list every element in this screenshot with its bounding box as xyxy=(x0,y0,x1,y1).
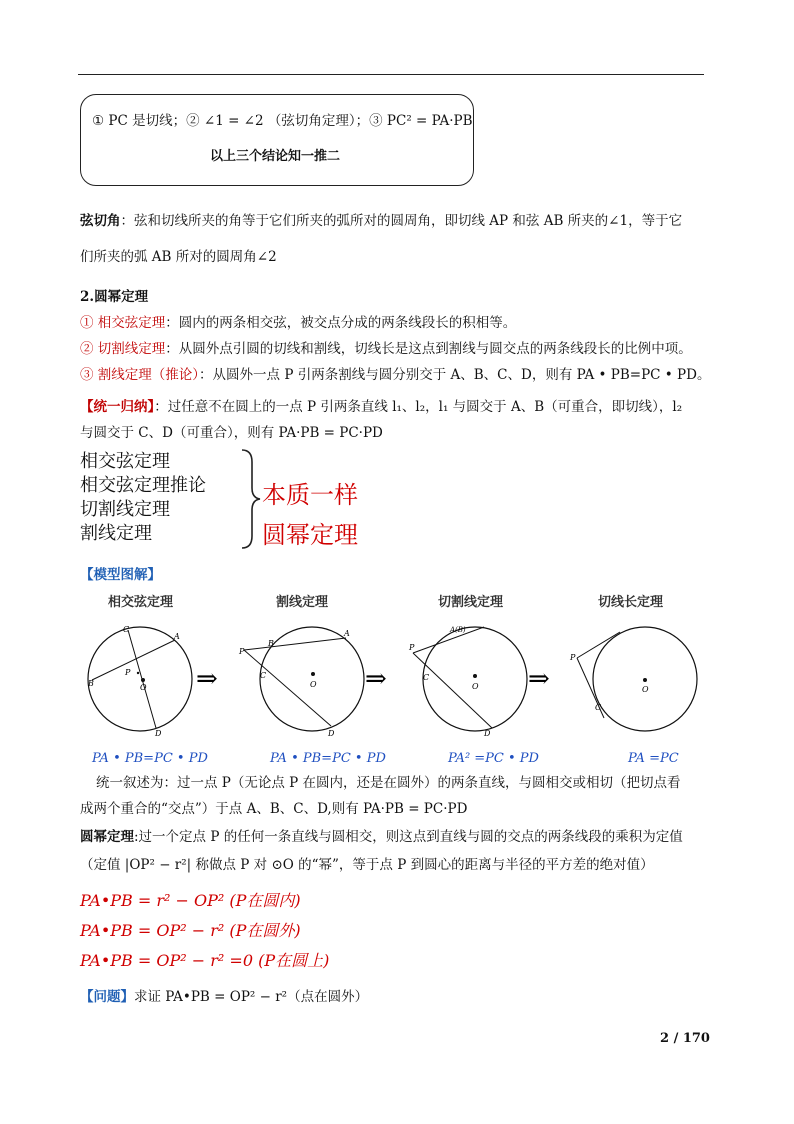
d2-label-a: A xyxy=(344,629,350,638)
box-line-1: ① PC 是切线；② ∠1 = ∠2 （弦切角定理）；③ PC² = PA·PB xyxy=(92,113,473,129)
chord-tangent-para-1 xyxy=(80,212,682,230)
unified-line-2: 成两个重合的“交点”）于点 A、B、C、D,则有 PA·PB = PC·PD xyxy=(80,801,468,817)
diagram-secants xyxy=(238,627,364,738)
arrow-3: ⇒ xyxy=(528,664,550,694)
d2-label-d: D xyxy=(328,729,335,738)
formula-1: PA•PB = r² − OP² (P在圆内) xyxy=(80,891,301,910)
item-1-text: ：圆内的两条相交弦，被交点分成的两条线段长的积相等。 xyxy=(165,315,517,331)
d3-label-c: C xyxy=(423,673,430,682)
chord-tangent-label: 弦切角 xyxy=(80,213,121,229)
item-3-label: ③ 割线定理（推论） xyxy=(80,367,200,383)
item-2 xyxy=(80,340,692,358)
diagram-tangent-length xyxy=(569,627,697,731)
item-1 xyxy=(80,314,516,332)
diagram-title-4: 切线长定理 xyxy=(598,595,664,610)
d1-label-a: A xyxy=(174,632,180,641)
d2-label-c: C xyxy=(260,671,267,680)
power-theorem-para-2: （定值 |OP² − r²| 称做点 P 对 ⊙O 的“幂”，等于点 P 到圆心的距离与半径的平方差的绝对值） xyxy=(80,857,654,873)
brace-right-1: 本质一样 xyxy=(262,481,358,509)
arrow-1: ⇒ xyxy=(196,664,218,694)
chord-tangent-text-1: ：弦和切线所夹的角等于它们所夹的弧所对的圆周角，即切线 AP 和弦 AB 所夹的∠1，等于它 xyxy=(120,213,683,229)
caption-1: PA • PB=PC • PD xyxy=(92,751,208,766)
arrow-2: ⇒ xyxy=(365,664,387,694)
item-3 xyxy=(80,366,710,384)
d2-label-p: P xyxy=(239,647,245,656)
d1-label-c: C xyxy=(123,625,130,634)
diagram-title-3: 切割线定理 xyxy=(438,595,504,610)
conclusion-box xyxy=(80,94,474,186)
d3-label-o: O xyxy=(472,682,479,691)
unified-line-1: 统一叙述为：过一点 P（无论点 P 在圆内，还是在圆外）的两条直线，与圆相交或相切（把切点看 xyxy=(96,775,681,791)
item-2-label: ② 切割线定理 xyxy=(80,341,166,357)
d4-label-c: C xyxy=(595,703,602,712)
d2-label-o: O xyxy=(310,680,317,689)
d1-label-d: D xyxy=(155,729,162,738)
d3-label-p: P xyxy=(409,643,415,652)
item-3-text: ：从圆外一点 P 引两条割线与圆分别交于 A、B、C、D，则有 PA • PB=PC • PD。 xyxy=(199,367,711,383)
header-rule xyxy=(78,74,704,75)
d4-label-p: P xyxy=(570,653,576,662)
caption-3: PA² =PC • PD xyxy=(448,751,539,766)
item-1-label: ① 相交弦定理 xyxy=(80,315,166,331)
formula-2: PA•PB = OP² − r² (P在圆外) xyxy=(80,921,301,940)
diagrams-figure xyxy=(80,618,720,740)
diagram-intersecting-chords xyxy=(87,625,192,738)
d1-label-p: P xyxy=(125,668,131,677)
unify-label: 【统一归纳】 xyxy=(80,399,155,415)
d4-label-o: O xyxy=(642,685,649,694)
d3-label-ab: A(B) xyxy=(450,626,466,634)
question-text: 求证 PA•PB = OP² − r²（点在圆外） xyxy=(134,989,369,1005)
question xyxy=(80,988,368,1006)
formula-3: PA•PB = OP² − r² =0 (P在圆上) xyxy=(80,951,330,970)
brace-item-1: 相交弦定理 xyxy=(80,451,170,472)
diagram-tangent-secant xyxy=(408,626,527,738)
power-theorem-para-1 xyxy=(80,828,683,846)
d2-label-b: B xyxy=(268,639,274,648)
section-title: 2.圆幂定理 xyxy=(80,289,149,305)
question-label: 【问题】 xyxy=(80,989,134,1005)
brace-item-4: 割线定理 xyxy=(80,523,152,544)
box-line-2: 以上三个结论知一推二 xyxy=(210,149,341,164)
chord-tangent-para-2: 们所夹的弧 AB 所对的圆周角∠2 xyxy=(80,249,277,265)
unify-line-2: 与圆交于 C、D（可重合），则有 PA·PB = PC·PD xyxy=(80,425,383,441)
power-theorem-text-1: :过一个定点 P 的任何一条直线与圆相交，则这点到直线与圆的交点的两条线段的乘积为定值 xyxy=(134,829,683,845)
diagram-title-2: 割线定理 xyxy=(276,595,329,610)
d3-label-d: D xyxy=(484,729,491,738)
power-theorem-label: 圆幂定理 xyxy=(80,829,134,845)
item-2-text: ：从圆外点引圆的切线和割线，切线长是这点到割线与圆交点的两条线段长的比例中项。 xyxy=(165,341,692,357)
unify-line-1 xyxy=(80,398,682,416)
unify-text-1: ：过任意不在圆上的一点 P 引两条直线 l₁、l₂，l₁ 与圆交于 A、B（可重合，即切线），l₂ xyxy=(154,399,683,415)
diagram-heading: 【模型图解】 xyxy=(80,567,161,583)
caption-2: PA • PB=PC • PD xyxy=(270,751,386,766)
page-number: 2 / 170 xyxy=(660,1031,710,1046)
diagram-title-1: 相交弦定理 xyxy=(108,595,174,610)
d1-label-o: O xyxy=(140,683,147,692)
brace-item-3: 切割线定理 xyxy=(80,499,170,520)
caption-4: PA =PC xyxy=(628,751,679,766)
brace-item-2: 相交弦定理推论 xyxy=(80,475,206,496)
curly-brace-icon xyxy=(238,448,262,550)
brace-right-2: 圆幂定理 xyxy=(262,521,358,549)
d1-label-b: B xyxy=(88,679,94,688)
